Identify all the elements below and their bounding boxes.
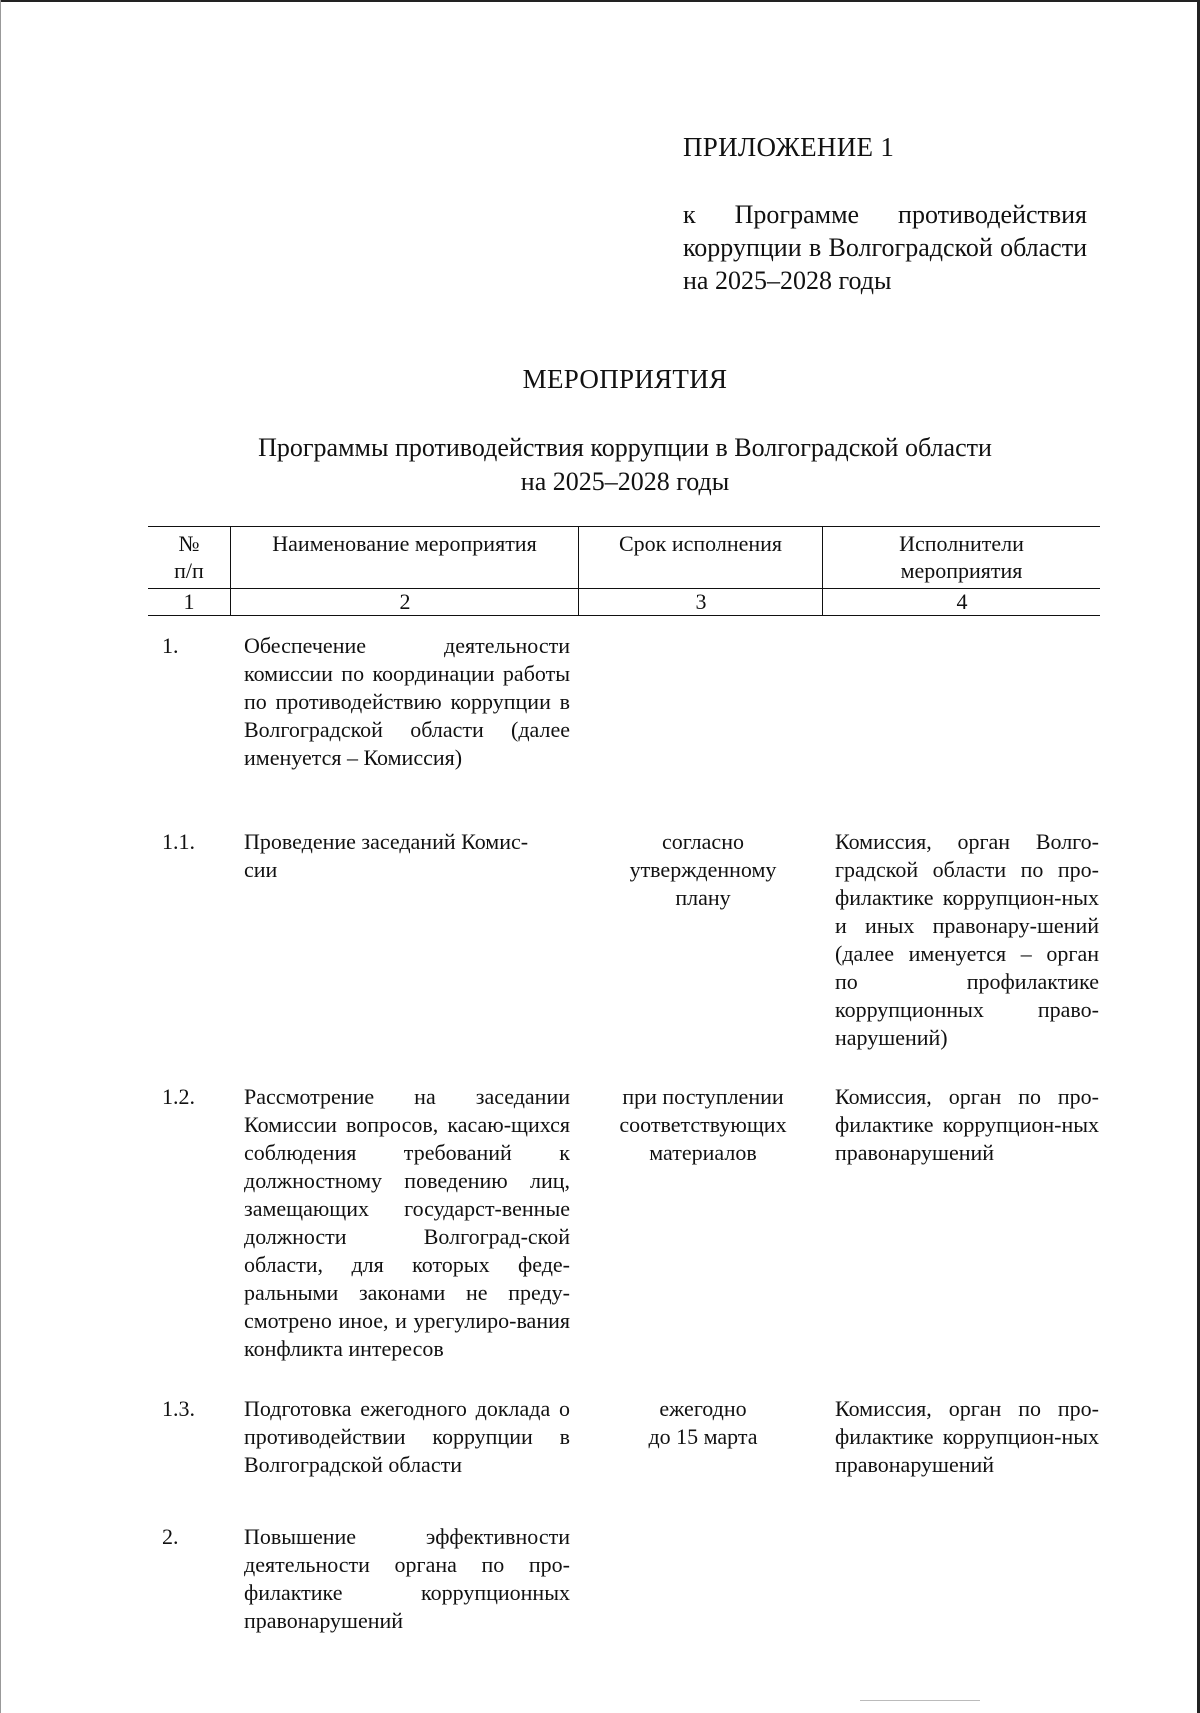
row-term: согласно утвержденному плану	[629, 829, 777, 910]
row-name: Обеспечение деятельности комиссии по координации работы по противодействию коррупции в Волгоградской области (далее именуется – Комиссия)	[244, 633, 570, 770]
row-name: Рассмотрение на заседании Комиссии вопросов, касаю-щихся соблюдения требований к должностному поведению лиц, замещающих государст-венные должности Волгоград-ской области, для которых феде-ральными законами не преду-смотрено иное, и урегулиро-вания конфликта интересов	[244, 1084, 570, 1361]
row-number: 1.1.	[162, 829, 195, 854]
table-column-numbers	[148, 589, 1100, 615]
scan-artifact-line	[860, 1700, 980, 1701]
header-executors: Исполнители мероприятия	[822, 527, 1100, 588]
table-header-row	[148, 527, 1100, 589]
row-number: 1.	[162, 633, 179, 658]
document-subtitle-line-2: на 2025–2028 годы	[520, 467, 730, 496]
scan-edge-top	[0, 0, 1200, 2]
row-name: Проведение заседаний Комис- сии	[244, 829, 529, 882]
column-number-1: 1	[183, 589, 195, 614]
header-term: Срок исполнения	[578, 527, 822, 588]
row-number: 1.2.	[162, 1084, 195, 1109]
document-title: МЕРОПРИЯТИЯ	[522, 364, 728, 394]
row-term: при поступлении соответствующих материалов	[619, 1084, 787, 1165]
document-subtitle	[180, 431, 1070, 499]
row-executors: Комиссия, орган Волго-градской области по про-филактике коррупцион-ных и иных правонару-шений (далее именуется – орган по профилактике коррупционных право-нарушений)	[835, 829, 1099, 1050]
table-header	[148, 526, 1100, 616]
row-number: 2.	[162, 1524, 179, 1549]
row-number: 1.3.	[162, 1396, 195, 1421]
scan-edge-left	[0, 0, 1, 1713]
row-term: ежегодно до 15 марта	[648, 1396, 758, 1449]
appendix-subtitle: к Программе противодействия коррупции в Волгоградской области на 2025–2028 годы	[683, 200, 1087, 295]
row-name: Подготовка ежегодного доклада о противодействии коррупции в Волгоградской области	[244, 1396, 570, 1477]
row-executors: Комиссия, орган по про-филактике коррупцион-ных правонарушений	[835, 1084, 1099, 1165]
header-num: № п/п	[174, 531, 204, 583]
column-number-4: 4	[822, 589, 1101, 615]
row-executors: Комиссия, орган по про-филактике коррупцион-ных правонарушений	[835, 1396, 1099, 1477]
column-number-3: 3	[578, 589, 823, 615]
header-name: Наименование мероприятия	[230, 527, 578, 588]
column-number-2: 2	[230, 589, 579, 615]
appendix-title: ПРИЛОЖЕНИЕ 1	[683, 132, 895, 162]
document-subtitle-line-1: Программы противодействия коррупции в Волгоградской области	[258, 433, 992, 462]
row-name: Повышение эффективности деятельности органа по про-филактике коррупционных правонарушений	[244, 1524, 570, 1633]
